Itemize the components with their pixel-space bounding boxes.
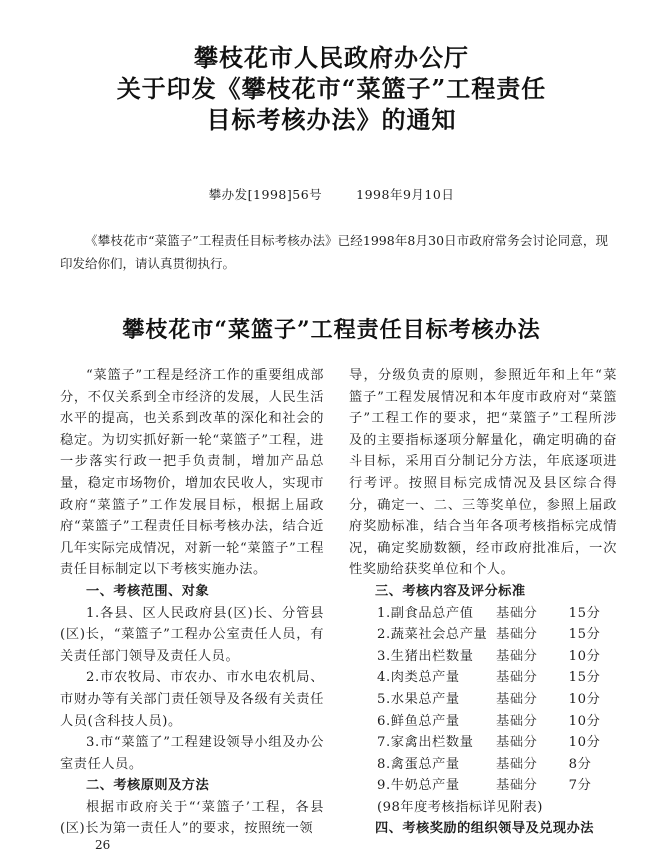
score-list: [349, 603, 617, 797]
score-points: 15分: [568, 627, 601, 643]
score-row: [349, 754, 617, 776]
scope-item-1: 1.各县、区人民政府县(区)长、分管县(区)长，“菜篮子”工程办公室责任人员，有关责任部门领导及责任人员。: [60, 605, 324, 664]
score-item: 4.肉类总产量: [377, 670, 460, 686]
score-row: [349, 603, 617, 625]
score-points: 10分: [568, 735, 601, 751]
notice-paragraph: [60, 229, 608, 275]
score-points: 10分: [568, 713, 601, 729]
score-item: 6.鲜鱼总产量: [377, 713, 460, 729]
score-row: [349, 624, 617, 646]
score-points: 10分: [568, 691, 601, 707]
score-base: 基础分: [496, 627, 538, 643]
score-base: 基础分: [496, 713, 538, 729]
score-row: [349, 689, 617, 711]
score-row: [349, 646, 617, 668]
score-base: 基础分: [496, 756, 538, 772]
left-column: [60, 365, 324, 840]
title-line-issuer: 攀枝花市人民政府办公厅: [194, 43, 469, 72]
document-title: [0, 42, 663, 135]
scope-item-2: 2.市农牧局、市农办、市水电农机局、市财办等有关部门责任领导及各级有关责任人员(含科技人员)。: [60, 670, 324, 729]
score-base: 基础分: [496, 648, 538, 664]
title-line-2: 关于印发《攀枝花市“菜篮子”工程责任: [116, 74, 547, 103]
principles-paragraph-cont: 导，分级负责的原则，参照近年和上年“菜篮子”工程发展情况和本年度市政府对“菜篮子”工程工作的要求，把“菜篮子”工程所涉及的主要指标逐项分解量化，确定明确的奋斗目标，采用百分制记分方法，年底逐项进行考评。按照目标完成情况及县区综合得分，确定一、二、三等奖单位，参照上届政府奖励标准，结合当年各项考核指标完成情况，确定奖励数额，经市政府批准后，一次性奖励给获奖单位和个人。: [349, 368, 617, 578]
score-points: 15分: [568, 605, 601, 621]
intro-paragraph: “菜篮子”工程是经济工作的重要组成部分，不仅关系到全市经济的发展，人民生活水平的提高，也关系到改革的深化和社会的稳定。为切实抓好新一轮“菜篮子”工程，进一步落实行政一把手负责制，增加产品总量，稳定市场物价，增加农民收人，实现市政府“菜篮子”工作发展目标，根据上届政府“菜篮子”工程责任目标考核办法，结合近几年实际完成情况，对新一轮“菜篮子”工程责任目标制定以下考核实施办法。: [60, 368, 324, 578]
score-item: 7.家禽出栏数量: [377, 735, 474, 751]
right-column: [349, 365, 617, 840]
score-points: 15分: [568, 670, 601, 686]
score-item: 2.蔬菜社会总产量: [377, 627, 488, 643]
notice-text: 《攀枝花市“菜篮子”工程责任目标考核办法》已经1998年8月30日市政府常务会讨论同意，现印发给你们，请认真贯彻执行。: [60, 233, 608, 271]
score-points: 8分: [568, 756, 592, 772]
score-base: 基础分: [496, 605, 538, 621]
score-item: 5.水果总产量: [377, 691, 460, 707]
score-item: 3.生猪出栏数量: [377, 648, 474, 664]
document-number: 攀办发[1998]56号: [208, 187, 323, 202]
score-item: 8.禽蛋总产量: [377, 756, 460, 772]
score-base: 基础分: [496, 735, 538, 751]
scope-item-3: 3.市“菜篮了”工程建设领导小组及办公室责任人员。: [60, 735, 324, 772]
score-base: 基础分: [496, 778, 538, 794]
title-line-3: 目标考核办法》的通知: [206, 105, 457, 134]
scores-note: (98年度考核指标详见附表): [377, 799, 543, 815]
section-heading-rewards: 四、考核奖励的组织领导及兑现办法: [375, 821, 594, 837]
score-row: [349, 667, 617, 689]
section-heading-principles: 二、考核原则及方法: [86, 778, 210, 794]
principles-paragraph-start: 根据市政府关于“‘菜篮子’工程，各县(区)长为第一责任人”的要求，按照统一领: [60, 799, 324, 837]
page-number: 26: [95, 838, 111, 852]
score-item: 1.副食品总产值: [377, 605, 474, 621]
score-item: 9.牛奶总产量: [377, 778, 460, 794]
score-points: 7分: [568, 778, 592, 794]
score-base: 基础分: [496, 670, 538, 686]
score-row: [349, 711, 617, 733]
score-row: [349, 732, 617, 754]
section-heading-scope: 一、考核范围、对象: [86, 583, 210, 599]
section-heading-criteria: 三、考核内容及评分标准: [375, 583, 526, 599]
score-base: 基础分: [496, 691, 538, 707]
document-meta: [0, 185, 663, 203]
document-date: 1998年9月10日: [356, 187, 455, 202]
score-row: [349, 775, 617, 797]
score-points: 10分: [568, 648, 601, 664]
regulation-title: 攀枝花市“菜篮子”工程责任目标考核办法: [122, 317, 541, 343]
